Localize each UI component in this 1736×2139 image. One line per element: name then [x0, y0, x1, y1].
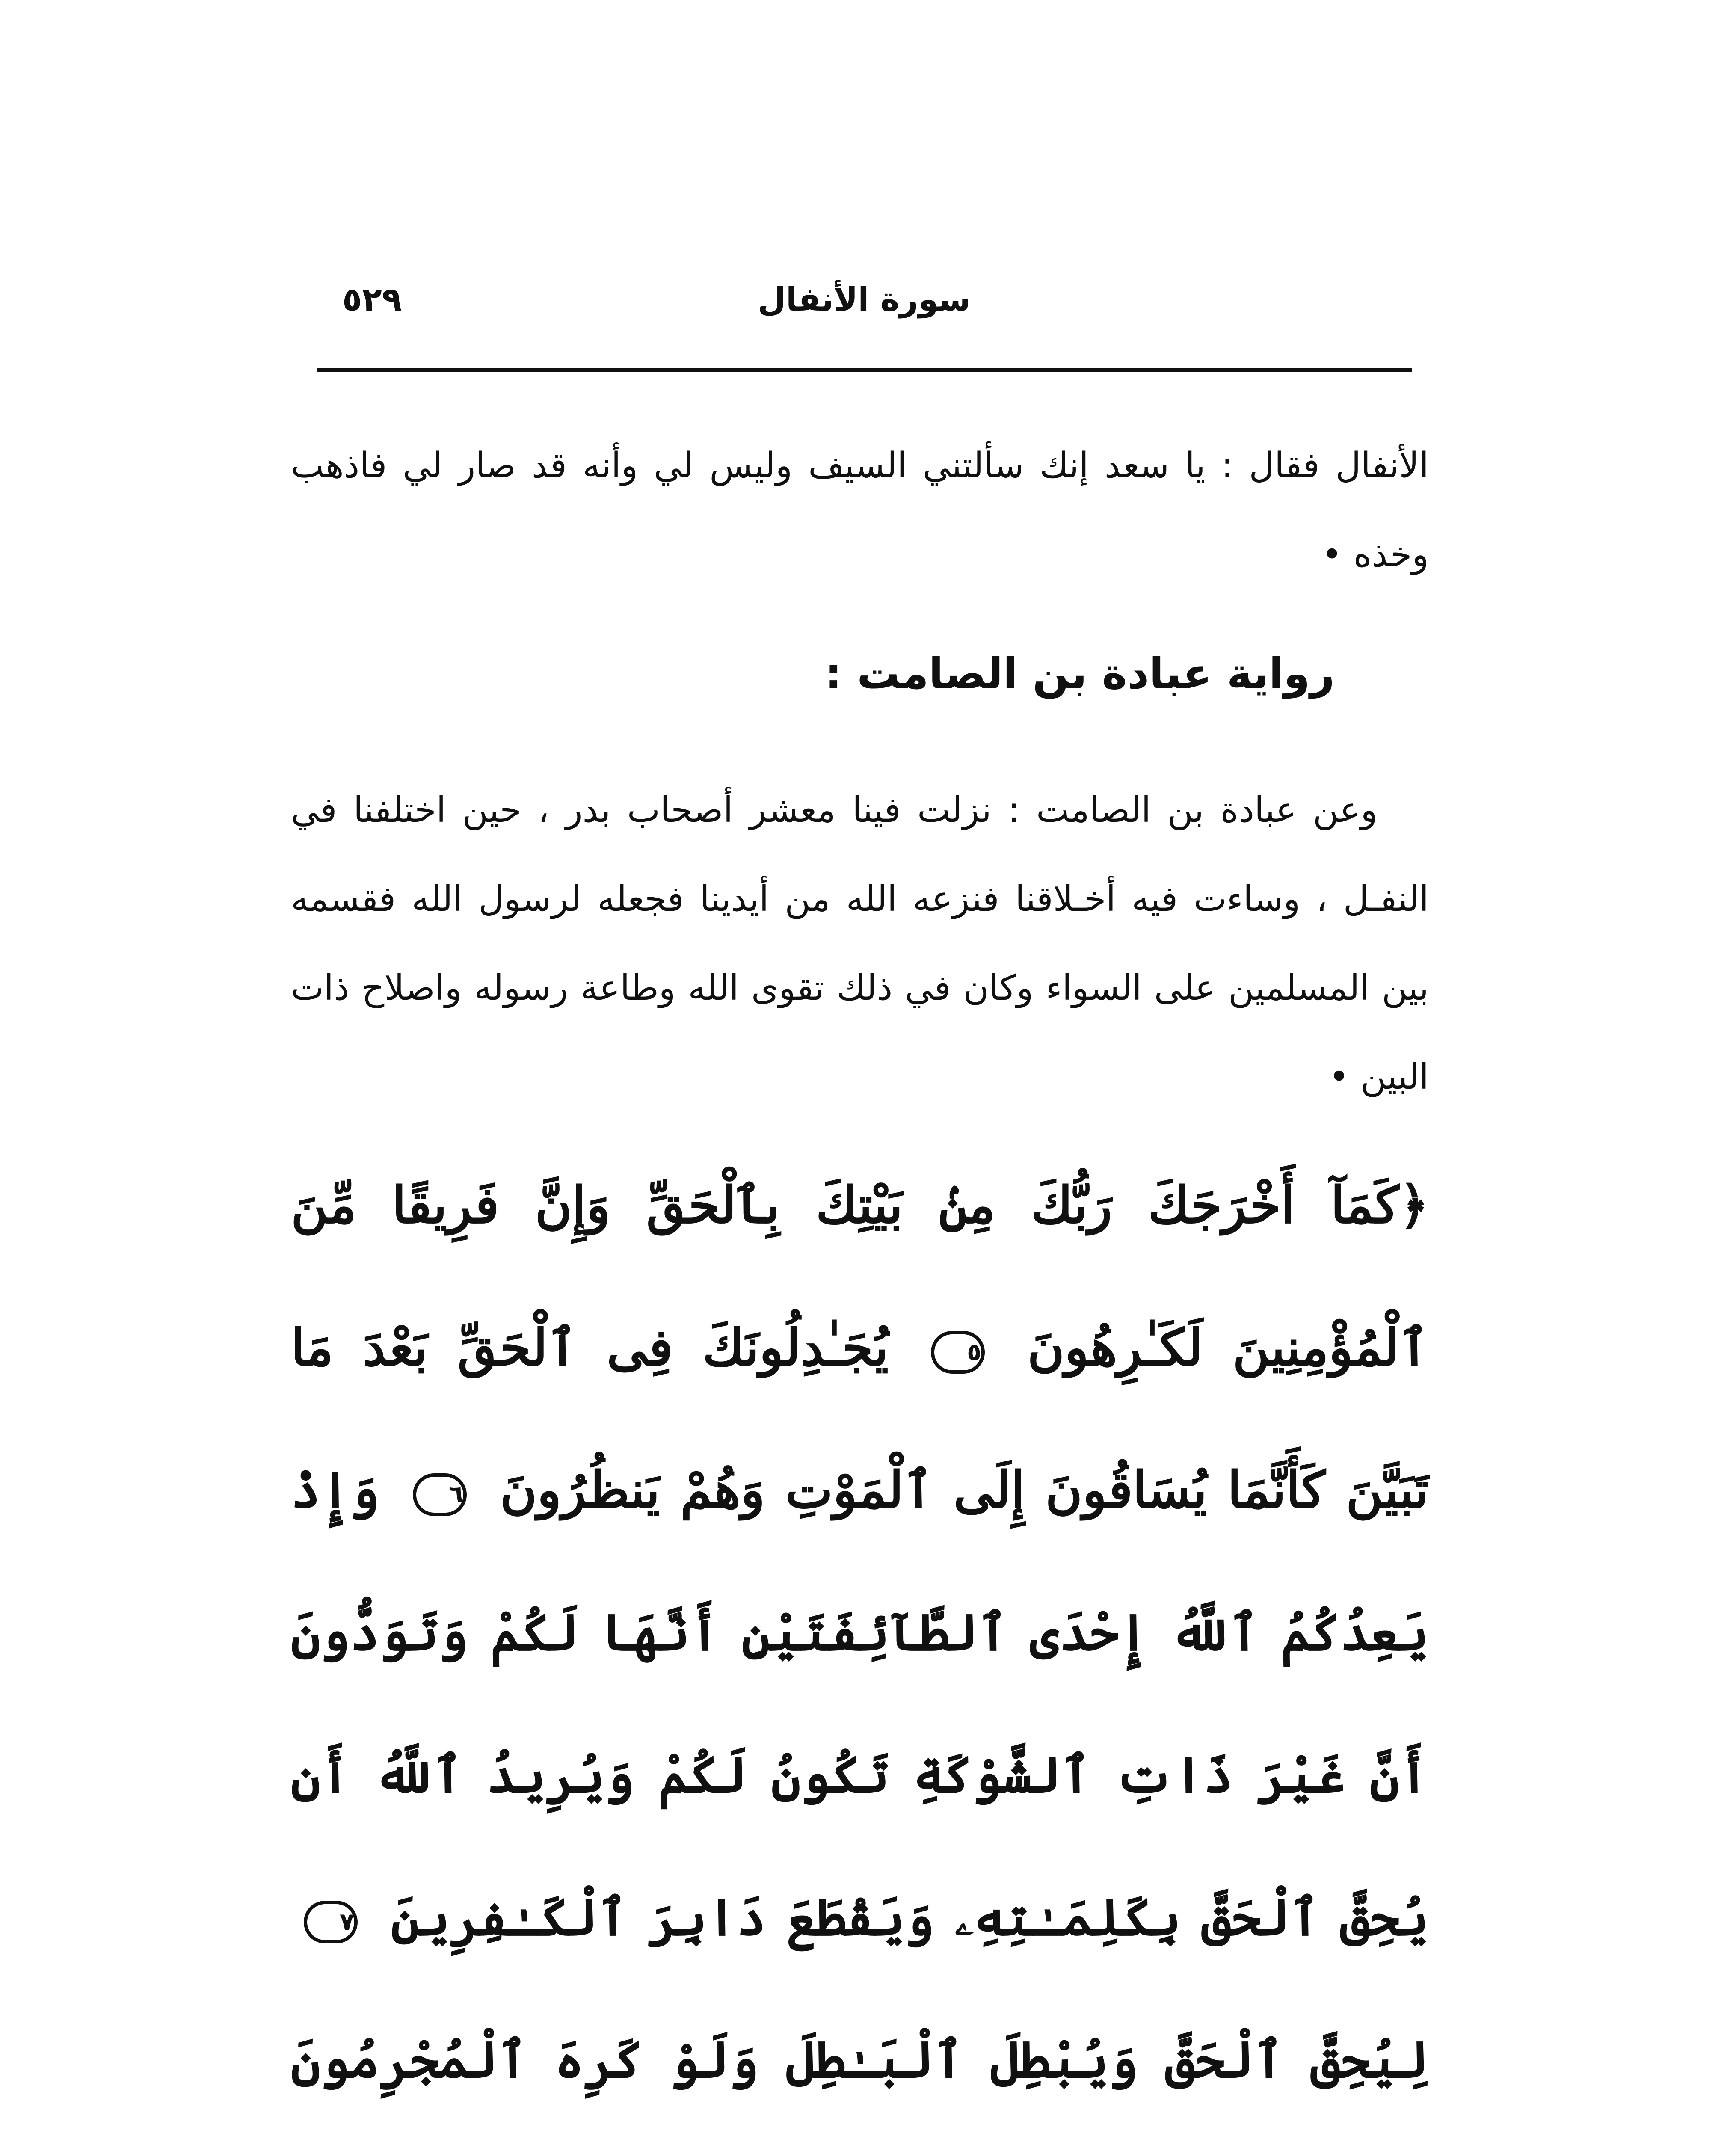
quran-verses: [291, 1134, 1429, 2139]
verse-text: كَمَآ أَخْرَجَكَ رَبُّكَ مِنۢ بَيْتِكَ بِٱلْحَقِّ وَإِنَّ فَرِيقًا مِّنَ ٱلْمُؤْمِنِينَ لَكَـٰرِهُونَ: [291, 1175, 1429, 1377]
verse-text: لِيُحِقَّ ٱلْحَقَّ وَيُبْطِلَ ٱلْبَـٰطِلَ وَلَوْ كَرِهَ ٱلْمُجْرِمُونَ: [291, 2030, 1429, 2089]
narration-paragraph-block: [291, 766, 1429, 1122]
verse-number-marker: ٥: [931, 1331, 985, 1374]
verse-text: وَإِذْ يَعِدُكُمُ ٱللَّهُ إِحْدَى ٱلطَّآئِفَتَيْنِ أَنَّهَا لَكُمْ وَتَوَدُّونَ أَنَّ غَيْرَ ذَاتِ ٱلشَّوْكَةِ تَكُونُ لَكُمْ وَيُرِيدُ ٱللَّهُ أَن يُحِقَّ ٱلْحَقَّ بِكَلِمَـٰتِهِۦ وَيَقْطَعَ دَابِرَ ٱلْكَـٰفِرِينَ: [291, 1460, 1429, 1947]
intro-paragraph-block: [291, 421, 1429, 599]
page-header: [317, 274, 1412, 334]
verse-number-marker: ٧: [304, 1901, 358, 1943]
intro-paragraph: الأنفال فقال : يا سعد إنك سألتني السيف وليس لي وأنه قد صار لي فاذهب وخذه •: [291, 445, 1429, 575]
header-rule: [317, 368, 1412, 372]
narration-paragraph: وعن عبادة بن الصامت : نزلت فينا معشر أصحاب بدر ، حين اختلفنا في النفـل ، وساءت فيه أخـلاقنا فنزعه الله من أيدينا فجعله لرسول الله فقسمه بين المسلمين على السواء وكان في ذلك تقوى الله وطاعة رسوله واصلاح ذات البين •: [291, 790, 1429, 1097]
verse-text: يُجَـٰدِلُونَكَ فِى ٱلْحَقِّ بَعْدَ مَا تَبَيَّنَ كَأَنَّمَا يُسَاقُونَ إِلَى ٱلْمَوْتِ وَهُمْ يَنظُرُونَ: [291, 1318, 1429, 1520]
verse-number-marker: ٦: [413, 1473, 467, 1516]
quran-open-bracket: ﴿: [1399, 1175, 1429, 1235]
page-title: سورة الأنفال: [758, 280, 971, 318]
page-number: ٥٢٩: [342, 280, 402, 318]
section-heading: رواية عبادة بن الصامت :: [825, 649, 1335, 699]
